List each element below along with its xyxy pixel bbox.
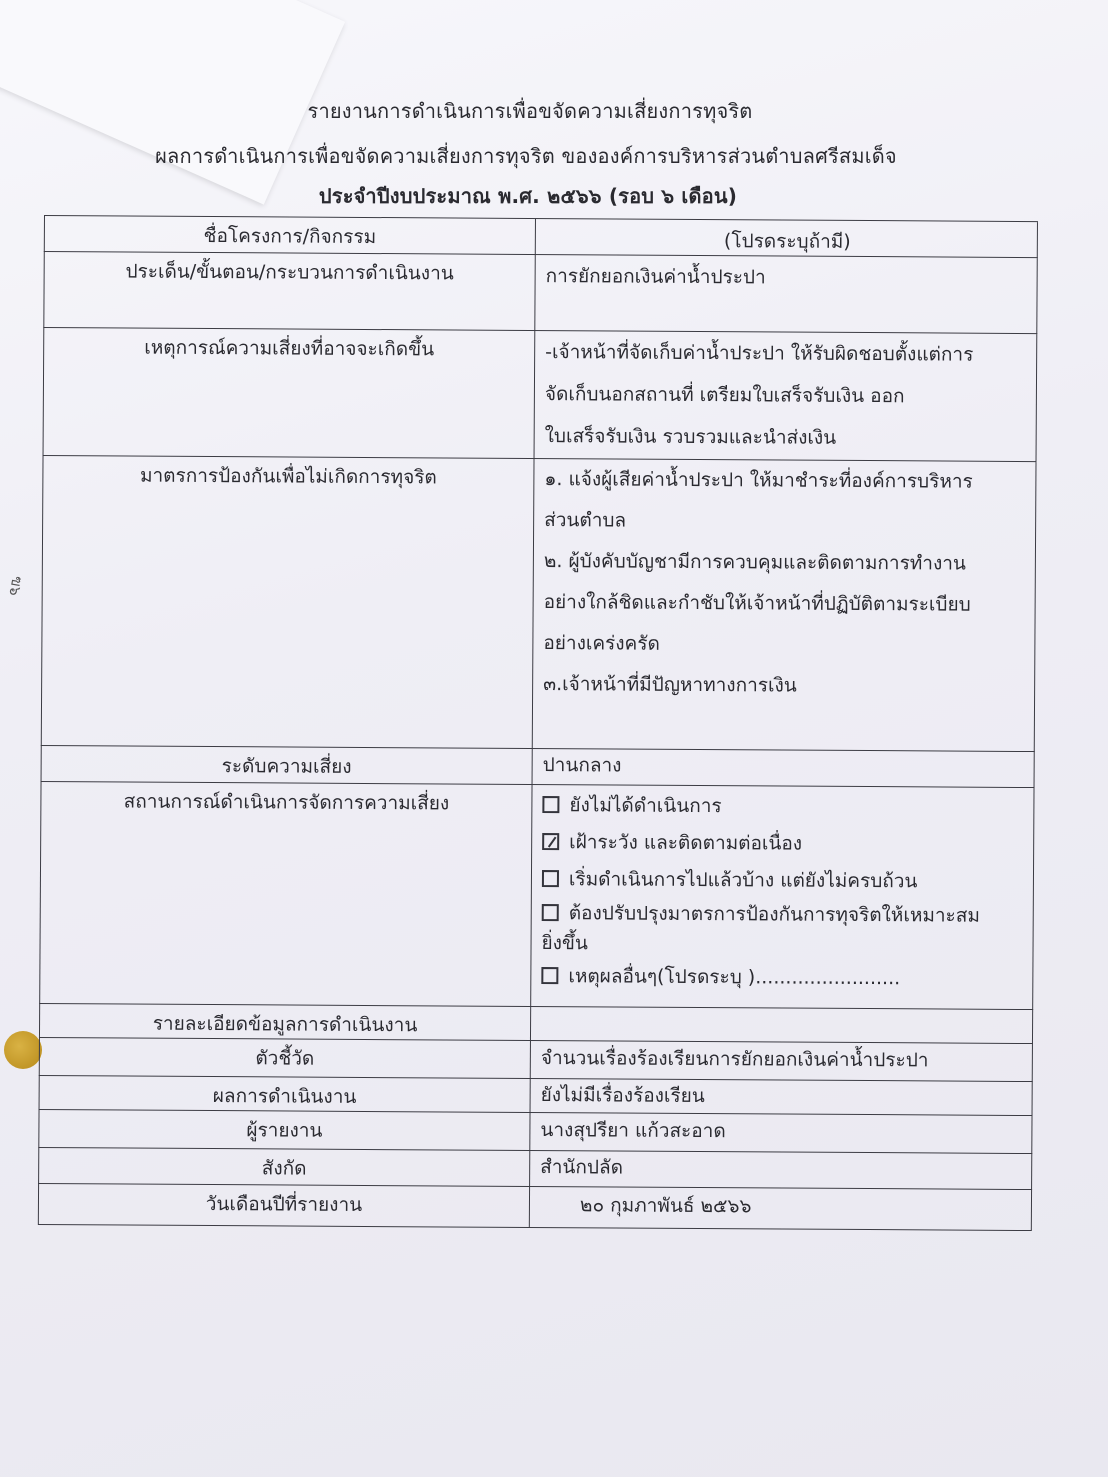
checkbox[interactable]: [542, 870, 559, 887]
table-row-risk-event: [43, 327, 1038, 462]
risk-event-line: ใบเสร็จรับเงิน รวบรวมและนำส่งเงิน: [544, 425, 837, 449]
row-value: [533, 459, 1037, 752]
row-value: สำนักปลัด: [530, 1151, 1032, 1190]
status-option-other: เหตุผลอื่นๆ(โปรดระบุ )........................: [541, 958, 1024, 998]
risk-report-table: [38, 215, 1038, 1234]
row-value: [535, 331, 1038, 462]
table-row-process: [43, 251, 1037, 334]
row-value: [531, 1007, 1033, 1044]
row-label: เหตุการณ์ความเสี่ยงที่อาจจะเกิดขึ้น: [43, 328, 536, 459]
checkbox[interactable]: [542, 904, 559, 921]
row-label: มาตรการป้องกันเพื่อไม่เกิดการทุจริต: [41, 456, 535, 749]
punch-hole: [4, 1031, 42, 1069]
row-value: (โปรดระบุถ้ามี): [536, 219, 1038, 258]
table-row-report-date: [38, 1183, 1032, 1231]
prevention-line: ๑. แจ้งผู้เสียค่าน้ำประปา ให้มาชำระที่องค์การบริหาร: [544, 468, 973, 493]
status-option-in-progress: เริ่มดำเนินการไปแล้วบ้าง แต่ยังไม่ครบถ้วน: [542, 861, 1025, 901]
risk-event-line: -เจ้าหน้าที่จัดเก็บค่าน้ำประปา ให้รับผิดชอบตั้งแต่การ: [545, 341, 974, 366]
table-row-risk-status: [39, 781, 1034, 1010]
row-label: วันเดือนปีที่รายงาน: [38, 1184, 530, 1227]
risk-event-line: จัดเก็บนอกสถานที่ เตรียมใบเสร็จรับเงิน ออก: [544, 383, 905, 408]
status-option-monitoring: เฝ้าระวัง และติดตามต่อเนื่อง: [542, 824, 1025, 864]
row-label: รายละเอียดข้อมูลการดำเนินงาน: [39, 1004, 531, 1041]
row-value: [531, 785, 1034, 1010]
prevention-line: อย่างเคร่งครัด: [543, 632, 660, 655]
checkbox[interactable]: [541, 967, 558, 984]
checkbox-checked[interactable]: [542, 833, 559, 850]
row-label: ประเด็น/ขั้นตอน/กระบวนการดำเนินงาน: [43, 252, 535, 331]
row-value: ปานกลาง: [533, 749, 1035, 788]
status-option-improve-wrap: ยิ่งขึ้น: [541, 932, 589, 955]
document-subtitle: ผลการดำเนินการเพื่อขจัดความเสี่ยงการทุจริต ขององค์การบริหารส่วนตำบลศรีสมเด็จ: [155, 144, 897, 168]
document-title: รายงานการดำเนินการเพื่อขจัดความเสี่ยงการทุจริต: [307, 99, 753, 123]
row-label: สถานการณ์ดำเนินการจัดการความเสี่ยง: [39, 782, 532, 1007]
row-value: จำนวนเรื่องร้องเรียนการยักยอกเงินค่าน้ำประปา: [531, 1041, 1033, 1082]
prevention-line: ๒. ผู้บังคับบัญชามีการควบคุมและติดตามการทำงาน: [543, 550, 967, 575]
row-label: ระดับความเสี่ยง: [41, 746, 533, 785]
status-option-improve: ต้องปรับปรุงมาตรการป้องกันการทุจริตให้เหมาะสม: [542, 898, 1025, 931]
checkbox[interactable]: [542, 796, 559, 813]
prevention-line: ส่วนตำบล: [544, 509, 627, 532]
row-label: ตัวชี้วัด: [39, 1038, 531, 1079]
row-label: ผู้รายงาน: [38, 1110, 530, 1151]
prevention-line: อย่างใกล้ชิดและกำชับให้เจ้าหน้าที่ปฏิบัติตามระเบียบ: [543, 591, 971, 616]
row-value: ยังไม่มีเรื่องร้องเรียน: [531, 1079, 1033, 1116]
row-label: ผลการดำเนินงาน: [39, 1076, 531, 1113]
row-label: สังกัด: [38, 1148, 530, 1187]
row-value: นางสุปรียา แก้วสะอาด: [530, 1113, 1032, 1154]
prevention-line: ๓.เจ้าหน้าที่มีปัญหาทางการเงิน: [543, 673, 797, 697]
margin-mark: ฃ๖: [5, 574, 27, 598]
status-option-not-started: ยังไม่ได้ดำเนินการ: [542, 787, 1025, 827]
row-label: ชื่อโครงการ/กิจกรรม: [44, 216, 536, 255]
row-value: การยักยอกเงินค่าน้ำประปา: [535, 255, 1037, 334]
table-row-prevention: [41, 455, 1037, 752]
document-fiscal-year: ประจำปีงบประมาณ พ.ศ. ๒๕๖๖ (รอบ ๖ เดือน): [318, 184, 738, 208]
row-value: ๒๐ กุมภาพันธ์ ๒๕๖๖: [530, 1187, 1032, 1230]
